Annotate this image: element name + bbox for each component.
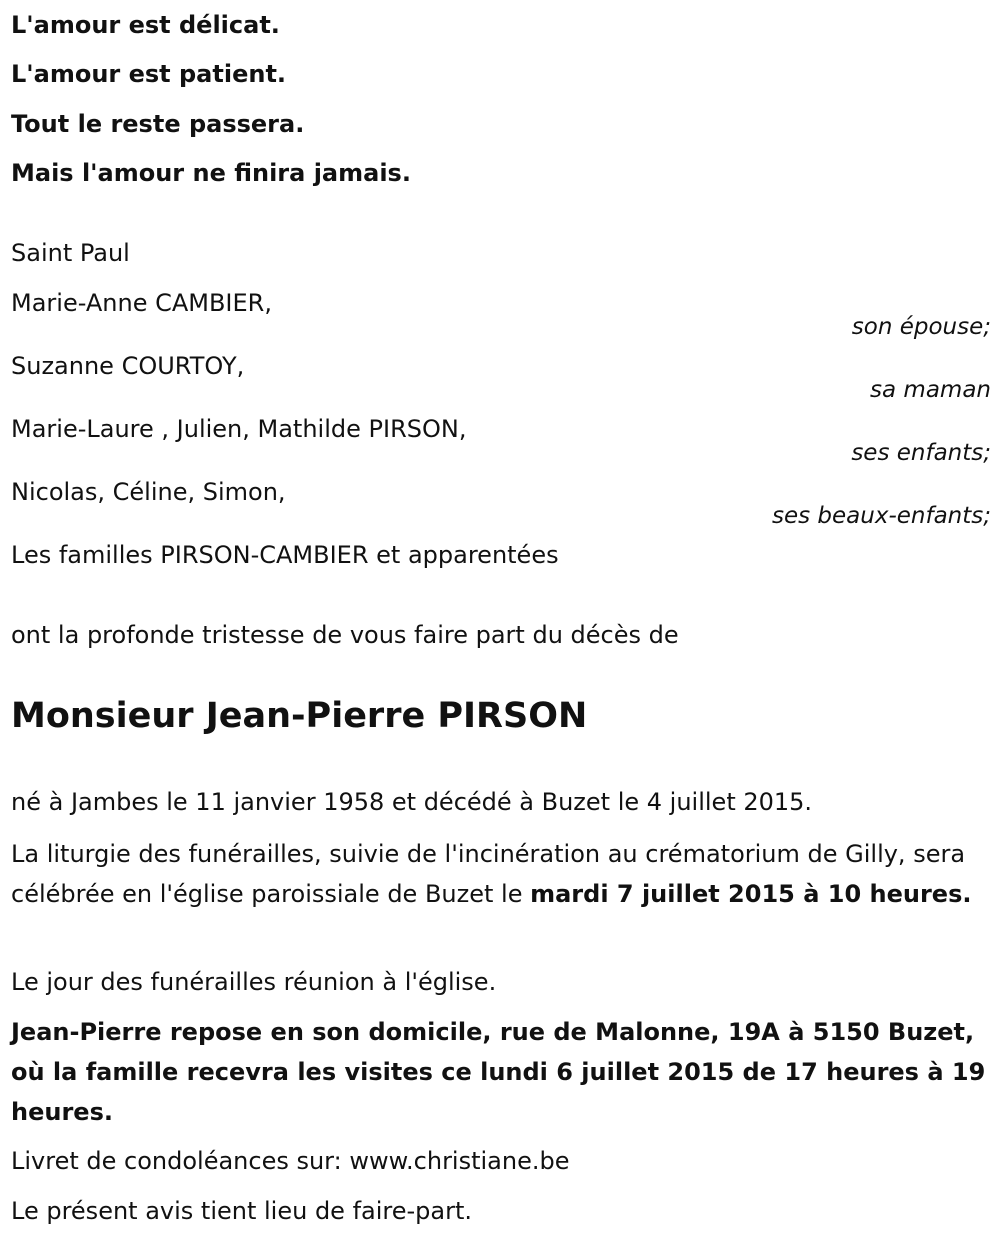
liturgy-paragraph <box>11 834 986 914</box>
poem-attribution: Saint Paul <box>11 239 130 267</box>
poem-line-2: L'amour est patient. <box>11 60 287 88</box>
poem-line-3: Tout le reste passera. <box>11 110 305 138</box>
family-role-3: ses enfants; <box>851 440 991 466</box>
deceased-name: Monsieur Jean-Pierre PIRSON <box>11 696 588 736</box>
poem-line-1: L'amour est délicat. <box>11 11 280 39</box>
condolences-line: Livret de condoléances sur: www.christiane.be <box>11 1147 570 1175</box>
family-role-1: son épouse; <box>851 314 991 340</box>
birth-death: né à Jambes le 11 janvier 1958 et décédé à Buzet le 4 juillet 2015. <box>11 788 813 816</box>
families-line: Les familles PIRSON-CAMBIER et apparentées <box>11 541 559 569</box>
family-names-3: Marie-Laure , Julien, Mathilde PIRSON, <box>11 415 467 443</box>
liturgy-text: La liturgie des funérailles, suivie de l'incinération au crématorium de Gilly, sera célébrée en l'église paroissiale de Buzet le <box>11 840 966 908</box>
family-role-2: sa maman <box>870 377 991 403</box>
liturgy-date: mardi 7 juillet 2015 à 10 heures. <box>530 880 972 908</box>
reunion-line: Le jour des funérailles réunion à l'église. <box>11 968 497 996</box>
family-names-1: Marie-Anne CAMBIER, <box>11 289 272 317</box>
announcement: ont la profonde tristesse de vous faire part du décès de <box>11 621 679 649</box>
family-names-4: Nicolas, Céline, Simon, <box>11 478 286 506</box>
visitation-paragraph: Jean-Pierre repose en son domicile, rue de Malonne, 19A à 5150 Buzet, où la famille recevra les visites ce lundi 6 juillet 2015 de 17 heures à 19 heures. <box>11 1018 986 1126</box>
poem-line-4: Mais l'amour ne finira jamais. <box>11 159 411 187</box>
family-names-2: Suzanne COURTOY, <box>11 352 245 380</box>
notice-line: Le présent avis tient lieu de faire-part. <box>11 1197 473 1225</box>
family-role-4: ses beaux-enfants; <box>771 503 991 529</box>
